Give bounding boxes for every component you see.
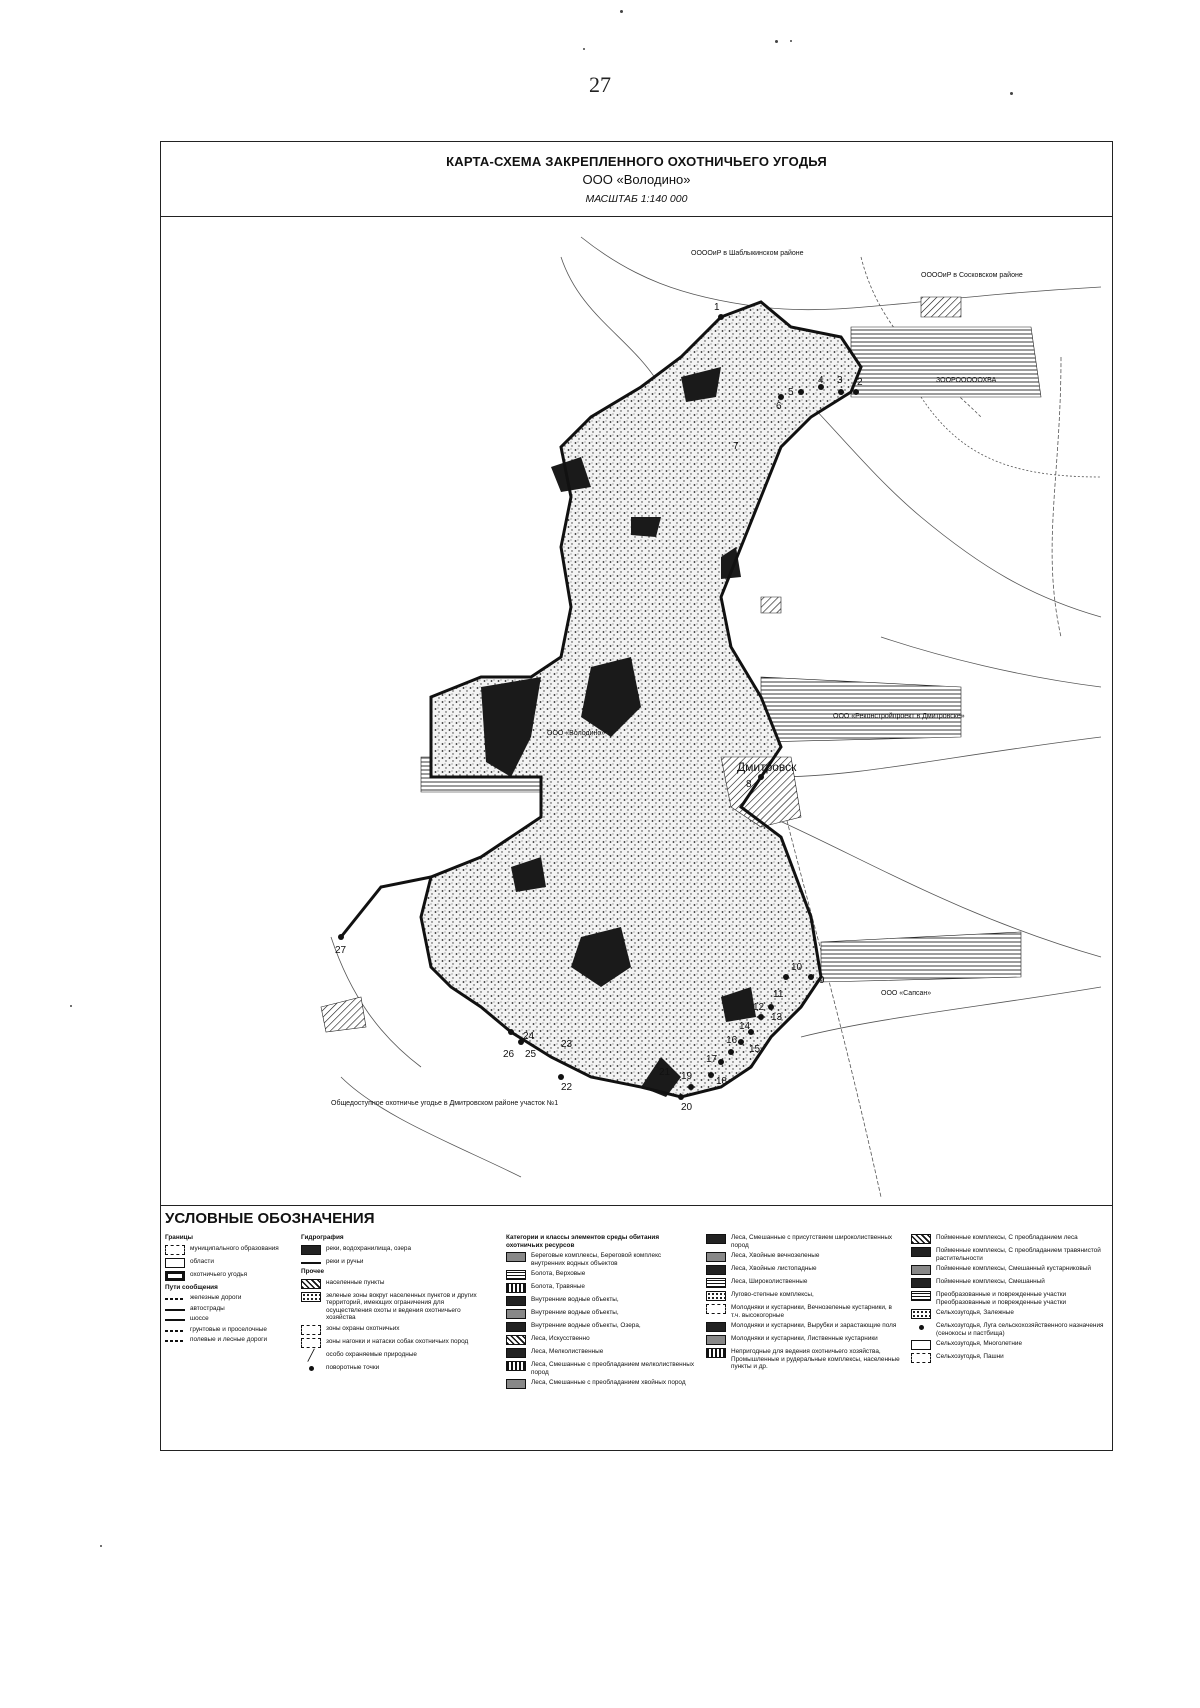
point-label-16: 16	[726, 1035, 738, 1046]
legend-item: Молодняки и кустарники, Вечнозеленые кустарники, в т.ч. высокогорные	[706, 1304, 901, 1319]
legend	[161, 1205, 1112, 1450]
damaged-areas-swatch-icon	[911, 1291, 931, 1301]
evergreen-shrubs-swatch-icon	[706, 1304, 726, 1314]
arable-swatch-icon	[911, 1353, 931, 1363]
legend-column-boundaries	[165, 1234, 290, 1347]
legend-column-hydro-other	[301, 1234, 481, 1377]
bog-grass-swatch-icon	[506, 1283, 526, 1293]
legend-column-categories-2	[706, 1234, 901, 1374]
legend-item: Леса, Смешанные с преобладанием мелколиственных пород	[506, 1361, 696, 1376]
legend-item: Внутренние водные объекты,	[506, 1309, 696, 1319]
floodplain-forest-swatch-icon	[911, 1234, 931, 1244]
point-label-10: 10	[791, 962, 803, 973]
legend-item: Молодняки и кустарники, Вырубки и зарастающие поля	[706, 1322, 901, 1332]
legend-other-heading: Прочее	[301, 1268, 325, 1276]
legend-item: Береговые комплексы, Береговой комплекс внутренних водных объектов	[506, 1252, 696, 1267]
point-label-13: 13	[771, 1012, 783, 1023]
boundary-region-swatch-icon	[165, 1258, 185, 1268]
point-label-20: 20	[681, 1102, 693, 1113]
label-neighbor-sapsan: ООО «Сапсан»	[881, 990, 932, 997]
map-organization: ООО «Володино»	[582, 172, 691, 187]
label-public-area: Общедоступное охотничье угодье в Дмитровском районе участок №1	[331, 1100, 559, 1107]
hayfield-dot-icon	[911, 1322, 931, 1332]
legend-item: Леса, Хвойные листопадные	[706, 1265, 901, 1275]
page-number: 27	[589, 72, 611, 97]
legend-item: Пойменные комплексы, Смешанный кустарниковый	[911, 1265, 1106, 1275]
point-label-6: 6	[776, 401, 782, 412]
legend-item: Леса, Смешанные с присутствием широколиственных пород	[706, 1234, 901, 1249]
legend-item: зоны охраны охотничьих	[301, 1325, 481, 1335]
railway-line-icon	[165, 1298, 185, 1300]
point-label-17: 17	[706, 1054, 718, 1065]
green-zone-swatch-icon	[301, 1292, 321, 1302]
point-label-3: 3	[837, 375, 843, 386]
legend-item: Сельхозугодья, Пашни	[911, 1353, 1106, 1363]
legend-item: грунтовые и проселочные	[165, 1326, 290, 1334]
point-label-25: 25	[525, 1049, 537, 1060]
point-label-15: 15	[749, 1044, 761, 1055]
point-label-24: 24	[523, 1031, 535, 1042]
point-label-23: 23	[561, 1039, 573, 1050]
point-label-12: 12	[753, 1002, 765, 1013]
floodplain-shrub-swatch-icon	[911, 1265, 931, 1275]
label-neighbor-nw: ООООиР в Шаблыкинском районе	[691, 250, 804, 257]
legend-item: железные дороги	[165, 1294, 290, 1302]
settlement-swatch-icon	[301, 1279, 321, 1289]
point-label-7: 7	[733, 441, 739, 452]
legend-column-categories	[506, 1234, 696, 1392]
legend-item: муниципального образования	[165, 1245, 290, 1255]
water-body-swatch-icon	[301, 1245, 321, 1255]
legend-item: реки, водохранилища, озера	[301, 1245, 481, 1255]
scan-speck	[583, 48, 585, 50]
label-city: Дмитровск	[737, 760, 797, 774]
legend-hydro-heading: Гидрография	[301, 1234, 344, 1241]
boundary-extension	[341, 877, 431, 937]
label-owner: ООО «Володино»	[547, 730, 606, 737]
legend-item: Сельхозугодья, Залежные	[911, 1309, 1106, 1319]
point-label-22: 22	[561, 1082, 573, 1093]
scan-speck	[70, 1005, 72, 1007]
perennial-swatch-icon	[911, 1340, 931, 1350]
inland-water-2-swatch-icon	[506, 1309, 526, 1319]
scan-speck	[775, 40, 778, 43]
point-label-2: 2	[857, 377, 863, 388]
legend-item: Болота, Верховые	[506, 1270, 696, 1280]
scan-speck	[790, 40, 792, 42]
legend-item: реки и ручьи	[301, 1258, 481, 1266]
dirt-road-line-icon	[165, 1330, 185, 1332]
floodplain-grass-swatch-icon	[911, 1247, 931, 1257]
label-neighbor-ne: ООООиР в Сосковском районе	[921, 272, 1023, 279]
shore-complex-swatch-icon	[506, 1252, 526, 1262]
legend-item: области	[165, 1258, 290, 1268]
point-label-19: 19	[681, 1071, 693, 1082]
legend-item: полевые и лесные дороги	[165, 1336, 290, 1344]
legend-item: Леса, Смешанные с преобладанием хвойных пород	[506, 1379, 696, 1389]
legend-column-categories-3	[911, 1234, 1106, 1366]
legend-item: зеленые зоны вокруг населенных пунктов и других территорий, имеющих ограничения для осуществления охоты и ведения охотничьего хозяйства	[301, 1292, 481, 1322]
legend-item: Пойменные комплексы, С преобладанием леса	[911, 1234, 1106, 1244]
evergreen-conifer-swatch-icon	[706, 1252, 726, 1262]
legend-item: Пойменные комплексы, С преобладанием травянистой растительности	[911, 1247, 1106, 1262]
legend-item: шоссе	[165, 1315, 290, 1323]
point-label-8: 8	[746, 779, 752, 790]
clearings-swatch-icon	[706, 1322, 726, 1332]
legend-item: Лугово-степные комплексы,	[706, 1291, 901, 1301]
inland-water-swatch-icon	[506, 1296, 526, 1306]
boundary-hunting-swatch-icon	[165, 1271, 185, 1281]
legend-item: Леса, Широколиственные	[706, 1278, 901, 1288]
protected-area-slash-icon: ╱	[307, 1349, 315, 1362]
title-block	[161, 142, 1112, 217]
artificial-forest-swatch-icon	[506, 1335, 526, 1345]
legend-boundaries-heading: Границы	[165, 1234, 194, 1241]
point-label-1: 1	[714, 302, 720, 313]
point-label-27: 27	[335, 945, 347, 956]
legend-item: зоны нагонки и натаски собак охотничьих пород	[301, 1338, 481, 1348]
mixed-conifer-swatch-icon	[506, 1379, 526, 1389]
dog-training-zone-swatch-icon	[301, 1338, 321, 1348]
bog-raised-swatch-icon	[506, 1270, 526, 1280]
map-canvas	[161, 217, 1112, 1205]
highway-line-icon	[165, 1309, 185, 1311]
fallow-swatch-icon	[911, 1309, 931, 1319]
scan-speck	[1010, 92, 1013, 95]
deciduous-conifer-swatch-icon	[706, 1265, 726, 1275]
mixed-small-leaved-swatch-icon	[506, 1361, 526, 1371]
legend-item: Молодняки и кустарники, Лиственные кустарники	[706, 1335, 901, 1345]
deciduous-shrubs-swatch-icon	[706, 1335, 726, 1345]
legend-item: Сельхозугодья, Луга сельскохозяйственного назначения (сенокосы и пастбища)	[911, 1322, 1106, 1337]
legend-categories-heading: Категории и классы элементов среды обитания охотничьих ресурсов	[506, 1234, 660, 1249]
legend-item: Непригодные для ведения охотничьего хозяйства, Промышленные и рудеральные комплексы, населенные пункты и др.	[706, 1348, 901, 1371]
turning-point-dot-icon	[301, 1364, 321, 1374]
map-sheet	[160, 141, 1113, 1451]
legend-item: Леса, Хвойные вечнозеленые	[706, 1252, 901, 1262]
legend-item: Преобразованные и поврежденные участки Преобразованные и поврежденные участки	[911, 1291, 1106, 1306]
point-label-11: 11	[773, 989, 784, 1000]
meadow-steppe-swatch-icon	[706, 1291, 726, 1301]
small-leaved-forest-swatch-icon	[506, 1348, 526, 1358]
broadleaf-forest-swatch-icon	[706, 1278, 726, 1288]
legend-item: ╱ особо охраняемые природные	[301, 1351, 481, 1361]
legend-item: Внутренние водные объекты, Озера,	[506, 1322, 696, 1332]
stream-line-icon	[301, 1262, 321, 1264]
legend-item: автострады	[165, 1305, 290, 1313]
protection-zone-swatch-icon	[301, 1325, 321, 1335]
legend-item: Внутренние водные объекты,	[506, 1296, 696, 1306]
legend-title: УСЛОВНЫЕ ОБОЗНАЧЕНИЯ	[165, 1210, 375, 1227]
unsuitable-swatch-icon	[706, 1348, 726, 1358]
legend-item: Леса, Искусственно	[506, 1335, 696, 1345]
legend-item: охотничьего угодья	[165, 1271, 290, 1281]
point-label-18: 18	[716, 1076, 728, 1087]
legend-item: населенные пункты	[301, 1279, 481, 1289]
road-line-icon	[165, 1319, 185, 1321]
map-title: КАРТА-СХЕМА ЗАКРЕПЛЕННОГО ОХОТНИЧЬЕГО УГОДЬЯ	[446, 154, 827, 169]
label-neighbor-east: ЗООРОООООХВА	[936, 377, 997, 384]
point-label-26: 26	[503, 1049, 515, 1060]
boundary-municipal-swatch-icon	[165, 1245, 185, 1255]
legend-roads-heading: Пути сообщения	[165, 1283, 218, 1291]
scan-speck	[620, 10, 623, 13]
scan-speck	[100, 1545, 102, 1547]
legend-item: Сельхозугодья, Многолетние	[911, 1340, 1106, 1350]
legend-item: Леса, Мелколиственные	[506, 1348, 696, 1358]
map-area	[161, 217, 1112, 1205]
floodplain-mixed-swatch-icon	[911, 1278, 931, 1288]
point-label-4: 4	[818, 375, 824, 386]
legend-item: Пойменные комплексы, Смешанный	[911, 1278, 1106, 1288]
legend-item: Болота, Травяные	[506, 1283, 696, 1293]
map-scale: МАСШТАБ 1:140 000	[585, 193, 688, 205]
label-neighbor-reconstroy: ООО «Реконстройпроект в Дмитровске»	[833, 713, 965, 720]
point-label-9: 9	[819, 975, 825, 986]
point-label-21: 21	[659, 1067, 671, 1078]
point-label-14: 14	[739, 1021, 751, 1032]
point-label-5: 5	[788, 387, 794, 398]
mixed-broadleaf-swatch-icon	[706, 1234, 726, 1244]
legend-item: поворотные точки	[301, 1364, 481, 1374]
field-road-line-icon	[165, 1340, 185, 1342]
lake-swatch-icon	[506, 1322, 526, 1332]
